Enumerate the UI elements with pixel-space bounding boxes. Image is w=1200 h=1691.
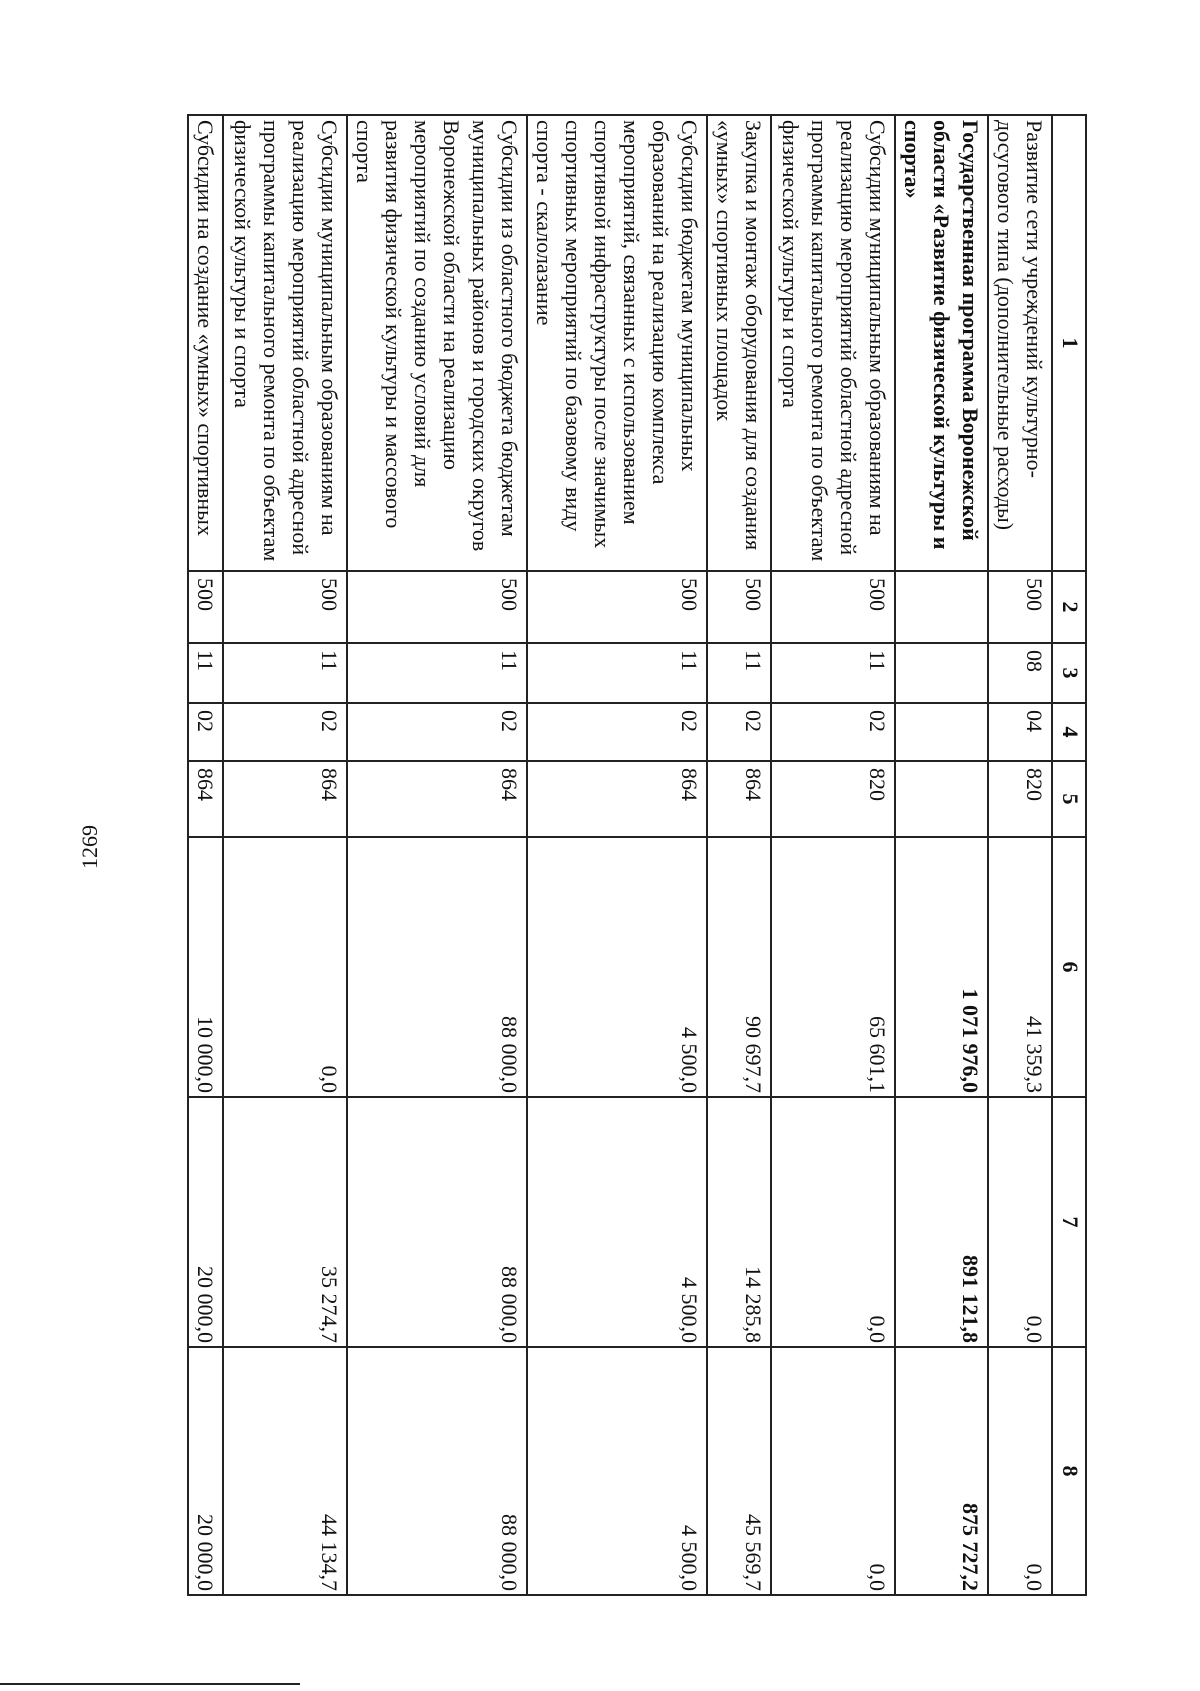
code-cell: 500 (347, 571, 527, 643)
table-row (988, 115, 1052, 1595)
code-cell: 11 (771, 643, 895, 703)
column-header: 2 (1052, 571, 1086, 643)
amount-cell: 1 071 976,0 (895, 837, 988, 1097)
amount-cell: 88 000,0 (347, 837, 527, 1097)
row-name-cell: Закупка и монтаж оборудования для создания «умных» спортивных площадок (707, 115, 771, 571)
table-body (188, 115, 1052, 1595)
table-header-row (1052, 115, 1086, 1595)
code-cell: 02 (707, 703, 771, 761)
amount-cell: 0,0 (988, 1347, 1052, 1595)
column-header: 1 (1052, 115, 1086, 571)
code-cell: 02 (527, 703, 707, 761)
code-cell (895, 571, 988, 643)
code-cell (895, 761, 988, 837)
table-row (527, 115, 707, 1595)
amount-cell: 0,0 (223, 837, 347, 1097)
amount-cell: 20 000,0 (188, 1347, 223, 1595)
code-cell: 500 (223, 571, 347, 643)
column-header: 3 (1052, 643, 1086, 703)
code-cell: 820 (988, 761, 1052, 837)
code-cell: 02 (188, 703, 223, 761)
amount-cell: 875 727,2 (895, 1347, 988, 1595)
code-cell: 500 (771, 571, 895, 643)
row-name-cell: Государственная программа Воронежской области «Развитие физической культуры и спорта» (895, 115, 988, 571)
amount-cell: 4 500,0 (527, 1347, 707, 1595)
amount-cell: 90 697,7 (707, 837, 771, 1097)
code-cell: 500 (188, 571, 223, 643)
amount-cell: 4 500,0 (527, 837, 707, 1097)
budget-table (187, 114, 1087, 1596)
amount-cell: 65 601,1 (771, 837, 895, 1097)
code-cell: 500 (527, 571, 707, 643)
row-name-cell: Субсидии муниципальным образованиям на реализацию мероприятий областной адресной программы капитального ремонта по объектам физической культуры и спорта (771, 115, 895, 571)
table-row (223, 115, 347, 1595)
table-row (707, 115, 771, 1595)
column-header: 4 (1052, 703, 1086, 761)
code-cell: 864 (347, 761, 527, 837)
amount-cell: 0,0 (988, 1097, 1052, 1347)
code-cell: 11 (188, 643, 223, 703)
row-name-cell: Субсидии из областного бюджета бюджетам муниципальных районов и городских округов Воронежской области на реализацию мероприятий по созданию условий для развития физической культуры и массового спорта (347, 115, 527, 571)
column-header: 6 (1052, 837, 1086, 1097)
code-cell: 02 (223, 703, 347, 761)
table-row (895, 115, 988, 1595)
amount-cell: 88 000,0 (347, 1097, 527, 1347)
code-cell (895, 643, 988, 703)
amount-cell: 20 000,0 (188, 1097, 223, 1347)
amount-cell: 10 000,0 (188, 837, 223, 1097)
code-cell: 864 (223, 761, 347, 837)
code-cell: 864 (707, 761, 771, 837)
column-header: 5 (1052, 761, 1086, 837)
code-cell (895, 703, 988, 761)
row-name-cell: Субсидии бюджетам муниципальных образований на реализацию комплекса мероприятий, связанных с использованием спортивной инфраструктуры после значимых спортивных мероприятий по базовому виду спорта - скалолазание (527, 115, 707, 571)
code-cell: 08 (988, 643, 1052, 703)
code-cell: 11 (527, 643, 707, 703)
budget-table-container (187, 114, 1087, 1594)
code-cell: 500 (707, 571, 771, 643)
column-header: 7 (1052, 1097, 1086, 1347)
amount-cell: 35 274,7 (223, 1097, 347, 1347)
row-name-cell: Субсидии на создание «умных» спортивных (188, 115, 223, 571)
table-row (347, 115, 527, 1595)
amount-cell: 4 500,0 (527, 1097, 707, 1347)
amount-cell: 41 359,3 (988, 837, 1052, 1097)
code-cell: 500 (988, 571, 1052, 643)
code-cell: 864 (527, 761, 707, 837)
amount-cell: 14 285,8 (707, 1097, 771, 1347)
code-cell: 864 (188, 761, 223, 837)
row-name-cell: Развитие сети учреждений культурно-досугового типа (дополнительные расходы) (988, 115, 1052, 571)
footer-rule (0, 1683, 300, 1685)
amount-cell: 0,0 (771, 1097, 895, 1347)
code-cell: 02 (771, 703, 895, 761)
code-cell: 820 (771, 761, 895, 837)
amount-cell: 891 121,8 (895, 1097, 988, 1347)
row-name-cell: Субсидии муниципальным образованиям на реализацию мероприятий областной адресной программы капитального ремонта по объектам физической культуры и спорта (223, 115, 347, 571)
amount-cell: 44 134,7 (223, 1347, 347, 1595)
amount-cell: 0,0 (771, 1347, 895, 1595)
code-cell: 11 (223, 643, 347, 703)
code-cell: 02 (347, 703, 527, 761)
table-row (188, 115, 223, 1595)
column-header: 8 (1052, 1347, 1086, 1595)
amount-cell: 45 569,7 (707, 1347, 771, 1595)
code-cell: 11 (347, 643, 527, 703)
code-cell: 04 (988, 703, 1052, 761)
table-row (771, 115, 895, 1595)
code-cell: 11 (707, 643, 771, 703)
page-number: 1269 (77, 825, 102, 869)
amount-cell: 88 000,0 (347, 1347, 527, 1595)
